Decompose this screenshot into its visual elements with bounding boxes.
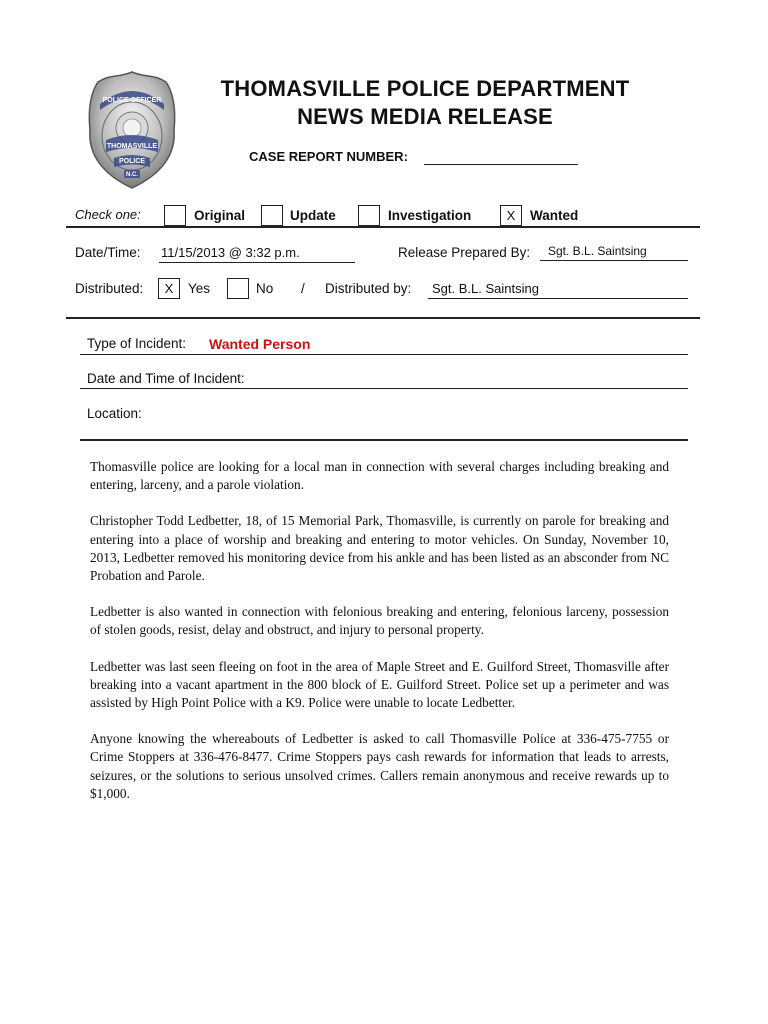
badge-top-text: POLICE OFFICER	[102, 97, 162, 104]
page-subtitle: NEWS MEDIA RELEASE	[297, 104, 553, 129]
distributed-label: Distributed:	[75, 281, 144, 296]
distributed-by-label: Distributed by:	[325, 281, 412, 296]
checkbox-wanted[interactable]: X	[500, 205, 522, 226]
checkbox-distributed-no[interactable]	[227, 278, 249, 299]
divider	[80, 388, 688, 389]
check-one-label: Check one:	[75, 207, 141, 222]
checkbox-investigation[interactable]	[358, 205, 380, 226]
page-title: THOMASVILLE POLICE DEPARTMENT	[220, 76, 630, 101]
incident-type-label: Type of Incident:	[87, 336, 187, 351]
case-report-number-field[interactable]	[424, 164, 578, 165]
checkbox-original[interactable]	[164, 205, 186, 226]
distributed-no-label: No	[256, 281, 274, 296]
badge-bottom-text-2: POLICE	[118, 158, 146, 165]
checkbox-distributed-yes[interactable]: X	[158, 278, 180, 299]
divider	[66, 226, 700, 228]
date-time-field[interactable]: 11/15/2013 @ 3:32 p.m.	[159, 245, 355, 263]
body-paragraph-3: Ledbetter is also wanted in connection with felonious breaking and entering, felonious larceny, possession of stolen goods, resist, delay and obstruct, and injury to personal property.	[90, 604, 669, 638]
divider	[66, 317, 700, 319]
badge-bottom-text-1: THOMASVILLE	[106, 143, 158, 150]
police-badge-logo	[84, 70, 180, 190]
option-wanted-label: Wanted	[530, 208, 579, 223]
release-body	[90, 458, 669, 821]
checkbox-update[interactable]	[261, 205, 283, 226]
body-paragraph-1: Thomasville police are looking for a local man in connection with several charges including breaking and entering, larceny, and a parole violation.	[90, 459, 669, 493]
option-update-label: Update	[290, 208, 336, 223]
distributed-yes-label: Yes	[188, 281, 211, 296]
body-paragraph-2: Christopher Todd Ledbetter, 18, of 15 Memorial Park, Thomasville, is currently on parole for breaking and entering into a place of worship and breaking and entering to motor vehicles. On Sunday, November 10, 2013, Ledbetter removed his monitoring device from his ankle and has been listed as an absconder from NC Probation and Parole.	[90, 513, 669, 584]
incident-type-value: Wanted Person	[209, 336, 311, 352]
body-paragraph-5: Anyone knowing the whereabouts of Ledbetter is asked to call Thomasville Police at 336-475-7755 or Crime Stoppers at 336-476-8477. Crime Stoppers pays cash rewards for information that leads to arrests, seizures, or the solutions to serious unsolved crimes. Callers remain anonymous and receive rewards up to $1,000.	[90, 731, 669, 801]
date-time-label: Date/Time:	[75, 245, 141, 260]
divider	[80, 354, 688, 355]
distributed-by-field[interactable]: Sgt. B.L. Saintsing	[428, 281, 688, 299]
option-investigation-label: Investigation	[388, 208, 472, 223]
divider	[80, 439, 688, 441]
badge-bottom-text-3: N.C.	[126, 172, 138, 178]
case-report-label: CASE REPORT NUMBER:	[249, 149, 408, 164]
option-original-label: Original	[194, 208, 246, 223]
prepared-by-label: Release Prepared By:	[398, 245, 531, 260]
incident-datetime-label: Date and Time of Incident:	[87, 371, 245, 386]
separator-slash: /	[301, 281, 305, 296]
body-paragraph-4: Ledbetter was last seen fleeing on foot in the area of Maple Street and E. Guilford Street, Thomasville after breaking into a vacant apartment in the 800 block of E. Guilford Street. Police set up a perimeter and was assisted by High Point Police with a K9. Police were unable to locate Ledbetter.	[90, 658, 669, 711]
prepared-by-field[interactable]: Sgt. B.L. Saintsing	[540, 244, 688, 261]
incident-location-label: Location:	[87, 406, 142, 421]
